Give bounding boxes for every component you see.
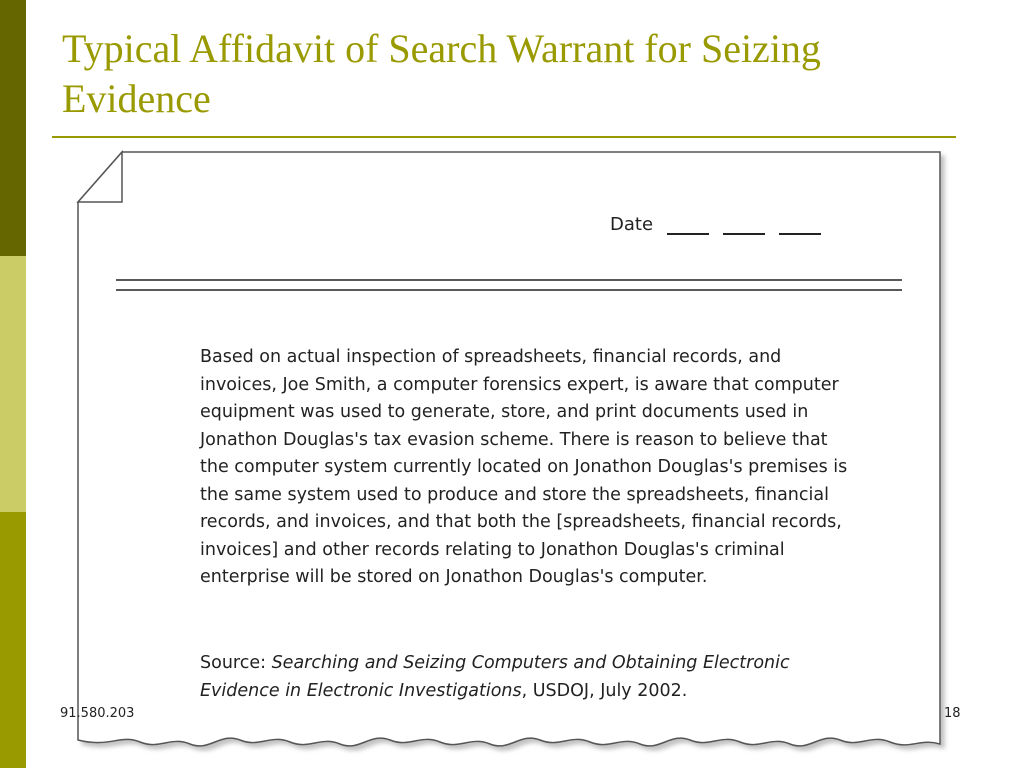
source-title: Searching and Seizing Computers and Obtaining Electronic Evidence in Electronic Investigations [200,653,790,701]
affidavit-body: Based on actual inspection of spreadsheets, financial records, and invoices, Joe Smith, a computer forensics expert, is aware that computer equipment was used to generate, store, and print documents used in Jonathon Douglas's tax evasion scheme. There is reason to believe that the computer system currently located on Jonathon Douglas's premises is the same system used to produce and store the spreadsheets, financial records, and invoices, and that both the [spreadsheets, financial records, invoices] and other records relating to Jonathon Douglas's criminal enterprise will be stored on Jonathon Douglas's computer. [200,347,848,587]
sidebar-segment-dark [0,0,26,256]
sidebar-decoration [0,0,26,768]
sidebar-segment-mid [0,512,26,768]
date-blank-day [723,219,765,235]
source-prefix: Source: [200,653,272,673]
date-label: Date [610,214,654,235]
source-suffix: , USDOJ, July 2002. [521,680,688,701]
page-number: 18 [944,706,961,721]
folded-corner-icon [78,152,122,202]
title-divider [52,136,956,138]
course-number: 91.580.203 [60,706,135,721]
source-citation [200,650,860,705]
date-field [610,214,821,235]
date-blank-month [667,219,709,235]
affidavit-document [70,148,950,768]
date-blank-year [779,219,821,235]
sidebar-segment-light [0,256,26,512]
slide-title: Typical Affidavit of Search Warrant for Seizing Evidence [62,26,821,121]
